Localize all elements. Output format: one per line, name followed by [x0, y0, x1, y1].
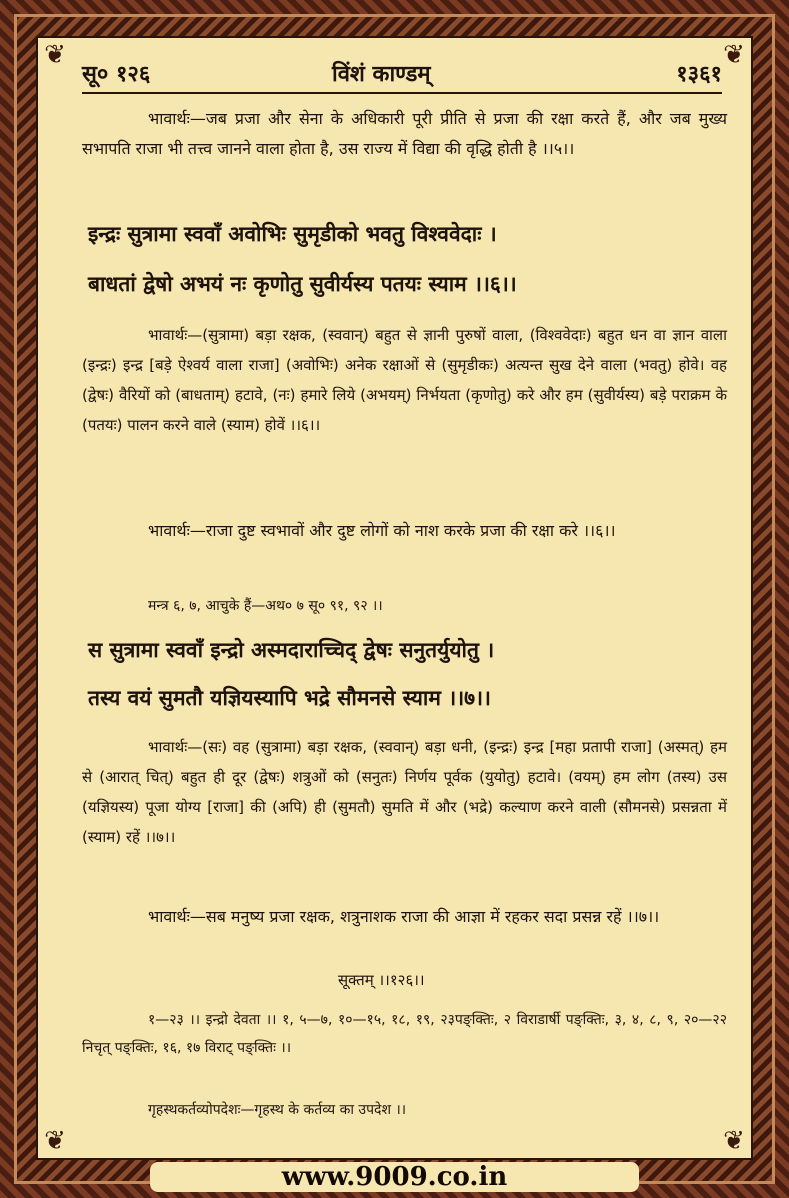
reference-note: मन्त्र ६, ७, आचुके हैं—अथ० ७ सू० ९१, ९२ ।।: [148, 598, 383, 614]
mantra-7-line-1: स सुत्रामा स्ववाँ इन्द्रो अस्मदाराच्चिद् द्वेषः सनुतर्युयोतु ।: [88, 638, 495, 662]
mantra-6-line-2: बाधतां द्वेषो अभयं नः कृणोतु सुवीर्यस्य पतयः स्याम ।।६।।: [88, 272, 517, 296]
sukta-title: सूक्तम् ।।१२६।।: [338, 971, 425, 989]
sukta-info: १—२३ ।। इन्द्रो देवता ।। १, ५—७, १०—१५, १८, १९, २३पङ्क्तिः, २ विराडार्षी पङ्क्तिः, ३, ४, ८, ९, २०—२२ निचृत् पङ्क्तिः, १६, १७ विराट् पङ्क्तिः ।।: [82, 1012, 727, 1056]
padarth-7: भावार्थः—(सः) वह (सुत्रामा) बड़ा रक्षक, (स्ववान्) बड़ा धनी, (इन्द्रः) इन्द्र [महा प्रतापी राजा] (अस्मत्) हम से (आरात् चित्) बहुत ही दूर (द्वेषः) शत्रुओं को (सनुतः) निर्णय पूर्वक (युयोतु) हटावे। (वयम्) हम लोग (तस्य) उस (यज्ञियस्य) पूजा योग्य [राजा] की (अपि) ही (सुमतौ) सुमति में और (भद्रे) कल्याण करने वाली (सौमनसे) प्रसन्नता में (स्याम) रहें ।।७।।: [82, 738, 727, 846]
corner-ornament-icon: ❦: [44, 40, 66, 70]
kanda-title: विंशं काण्डम्: [332, 61, 431, 87]
book-page: [36, 36, 753, 1160]
corner-ornament-icon: ❦: [723, 1126, 745, 1156]
page-number: १३६१: [676, 61, 722, 87]
bhavarth-7: भावार्थः—सब मनुष्य प्रजा रक्षक, शत्रुनाशक राजा की आज्ञा में रहकर सदा प्रसन्न रहें ।।७।।: [148, 907, 660, 926]
corner-ornament-icon: ❦: [44, 1126, 66, 1156]
padarth-6: भावार्थः—(सुत्रामा) बड़ा रक्षक, (स्ववान्) बहुत से ज्ञानी पुरुषों वाला, (विश्ववेदाः) बहुत धन वा ज्ञान वाला (इन्द्रः) इन्द्र [बड़े ऐश्वर्य वाला राजा] (अवोभिः) अनेक रक्षाओं से (सुमृडीकः) अत्यन्त सुख देने वाला (भवतु) होवे। वह (द्वेषः) वैरियों को (बाधताम्) हटावे, (नः) हमारे लिये (अभयम्) निर्भयता (कृणोतु) करे और हम (सुवीर्यस्य) बड़े पराक्रम के (पतयः) पालन करने वाले (स्याम) होवें ।।६।।: [82, 326, 727, 434]
sukta-number: सू० १२६: [82, 61, 151, 87]
bhavarth-6: भावार्थः—राजा दुष्ट स्वभावों और दुष्ट लोगों को नाश करके प्रजा की रक्षा करे ।।६।।: [148, 521, 616, 540]
topic-line: गृहस्थकर्तव्योपदेशः—गृहस्थ के कर्तव्य का उपदेश ।।: [148, 1102, 407, 1118]
page-header: [82, 58, 722, 94]
website-watermark: www.9009.co.in: [150, 1162, 639, 1192]
mantra-6-line-1: इन्द्रः सुत्रामा स्ववाँ अवोभिः सुमृडीको भवतु विश्ववेदाः ।: [88, 222, 497, 246]
corner-ornament-icon: ❦: [723, 40, 745, 70]
bhavarth-5: भावार्थः—जब प्रजा और सेना के अधिकारी पूरी प्रीति से प्रजा की रक्षा करते हैं, और जब मुख्य सभापति राजा भी तत्त्व जानने वाला होता है, उस राज्य में विद्या की वृद्धि होती है ।।५।।: [82, 109, 727, 158]
mantra-7-line-2: तस्य वयं सुमतौ यज्ञियस्यापि भद्रे सौमनसे स्याम ।।७।।: [88, 686, 491, 710]
